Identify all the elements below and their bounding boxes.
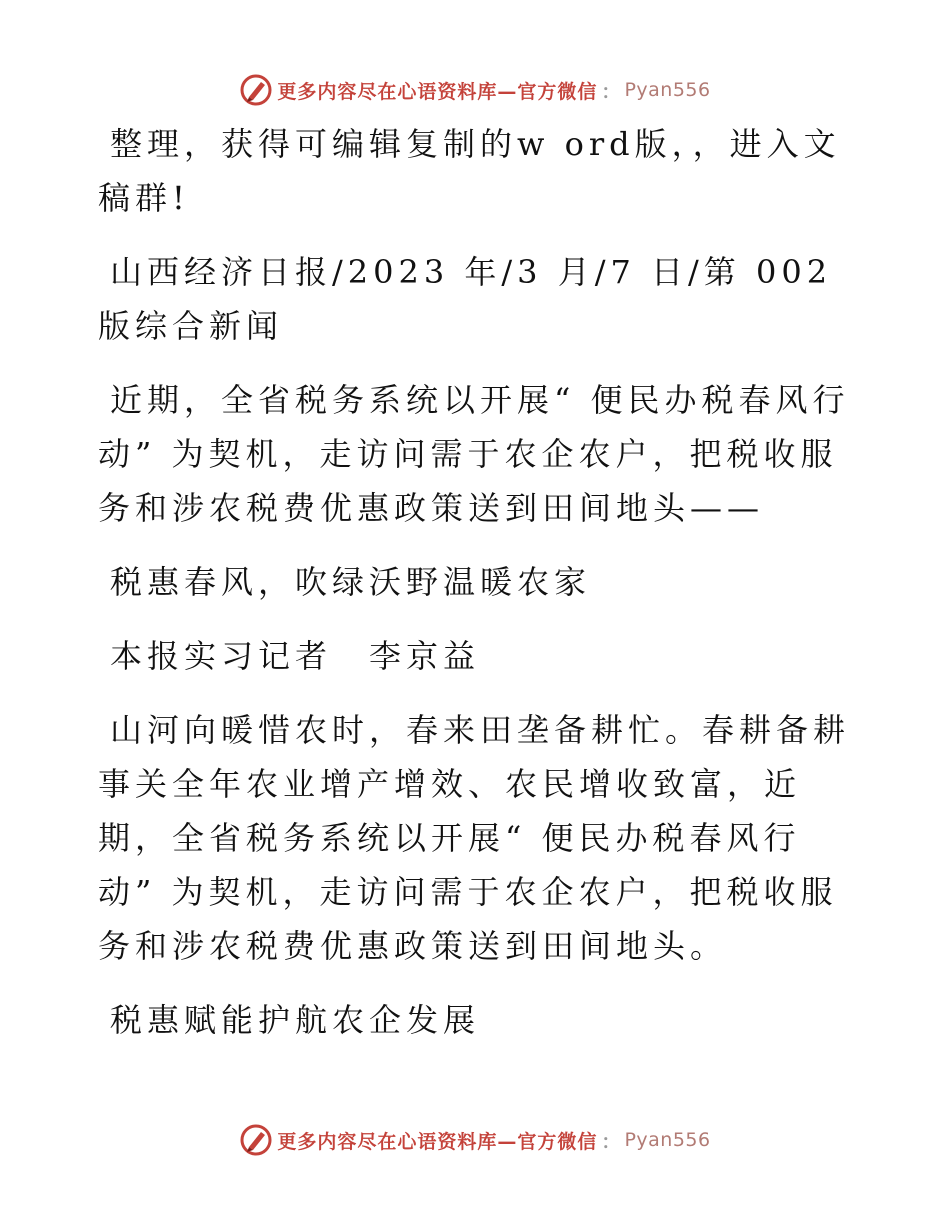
- body-paragraph: 山河向暖惜农时，春来田垄备耕忙。春耕备耕事关全年农业增产增效、农民增收致富，近期，全省税务系统以开展“ 便民办税春风行动” 为契机，走访问需于农企农户，把税收服务和涉农税费优惠政策送到田间地头。: [98, 711, 851, 965]
- pen-logo-icon: [239, 73, 273, 107]
- source-line: 山西经济日报/2023 年/3 月/7 日/第 002 版综合新闻: [98, 253, 833, 345]
- pen-logo-icon: [239, 1123, 273, 1157]
- watermark-colon: ：: [601, 1130, 621, 1153]
- watermark-text: 更多内容尽在心语资料库—官方微信: [277, 1130, 598, 1153]
- document-body: [98, 117, 858, 1067]
- watermark-handle: Pyan556: [624, 79, 711, 101]
- watermark-handle: Pyan556: [624, 1129, 711, 1151]
- section-heading: 税惠赋能护航农企发展: [110, 1001, 481, 1039]
- intro-note: 整理，获得可编辑复制的w ord版，，进入文稿群!: [98, 125, 841, 217]
- lead-paragraph: 近期，全省税务系统以开展“ 便民办税春风行动” 为契机，走访问需于农企农户，把税收服务和涉农税费优惠政策送到田间地头——: [98, 381, 850, 527]
- header-watermark: [0, 70, 950, 110]
- watermark-colon: ：: [601, 80, 621, 103]
- footer-watermark: [0, 1120, 950, 1160]
- watermark-text: 更多内容尽在心语资料库—官方微信: [277, 80, 598, 103]
- byline: 本报实习记者 李京益: [110, 637, 481, 675]
- article-title: 税惠春风，吹绿沃野温暖农家: [110, 563, 592, 601]
